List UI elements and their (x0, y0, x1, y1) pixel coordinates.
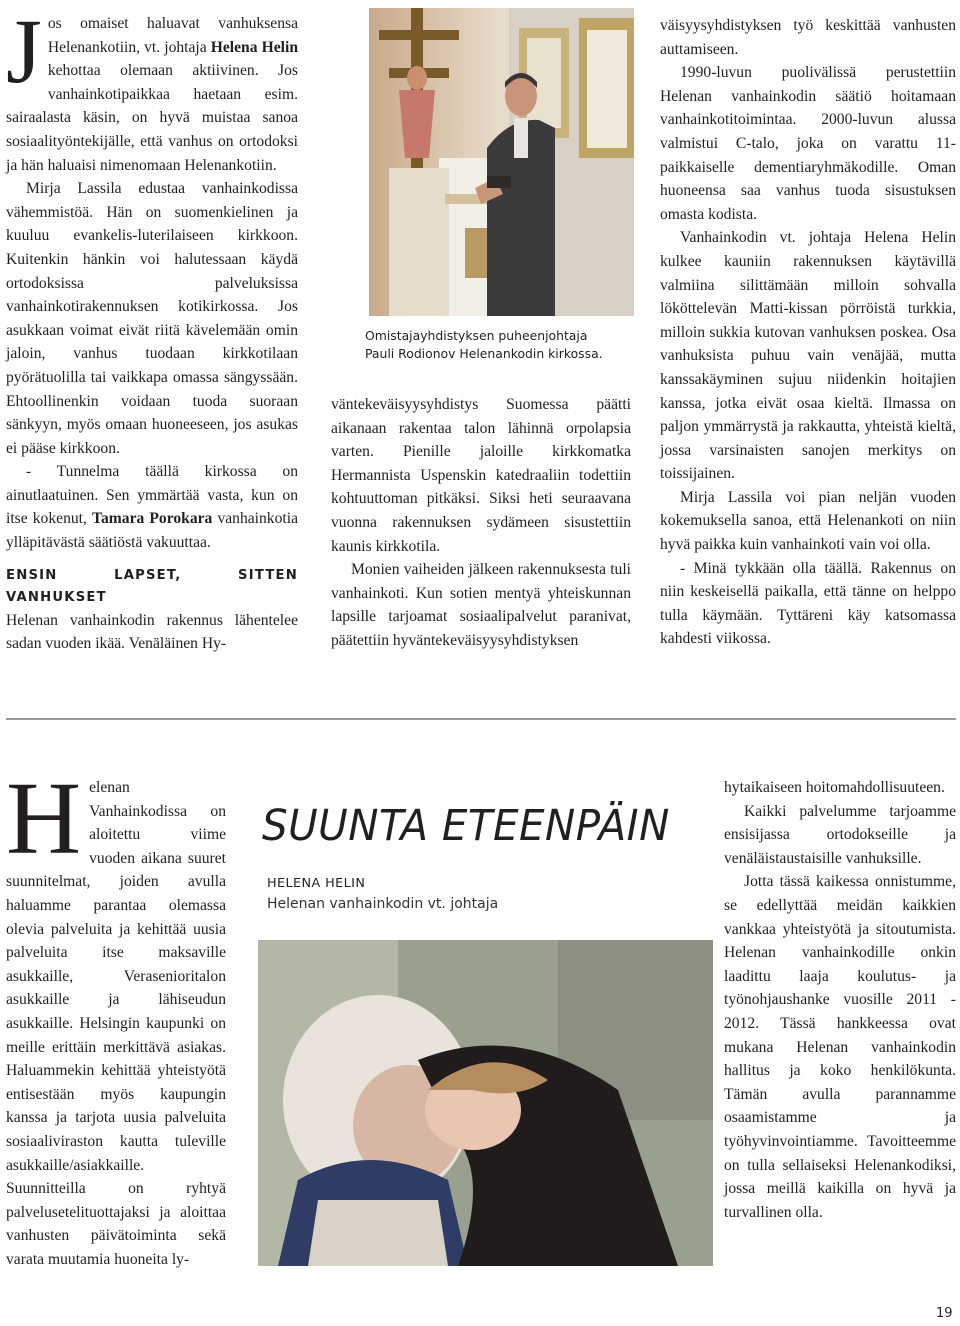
article-column-2 (331, 393, 631, 653)
column-paragraph: hytaikaiseen hoitomahdollisuuteen. (724, 779, 945, 796)
article-paragraph: - Minä tykkään olla täällä. Rakennus on niin keskeisellä paikalla, että tänne on helppo tulla käymään. Tyttäreni käy katsomassa kahdesti viikossa. (660, 559, 956, 648)
name-helena-helin: Helena Helin (210, 38, 298, 56)
article-paragraph: väisyysyhdistyksen työ keskittää vanhusten auttamiseen. (660, 17, 956, 58)
article-paragraph: Monien vaiheiden jälkeen rakennuksesta tuli vanhainkoti. Kun sotien mentyä yhteiskunnan lapsille tarjoamat sosiaalipalvelut paranivat, päätettiin hyväntekeväisyysyhdistyksen (331, 561, 631, 649)
author-name: HELENA HELIN (267, 876, 366, 891)
article-paragraph: väntekeväisyysyhdistys Suomessa päätti aikanaan rakentaa talon lähinnä orpolapsia varten. Pienille jaloille kirkkomatka Hermannista Uspenskin katedraaliin todettiin kohtuuttoman pitkäksi. Siksi heti seuraavana vuonna rakennuksen sydämeen sisustettiin kaunis kirkkotila. (331, 396, 631, 555)
column-paragraph: Jotta tässä kaikessa onnistumme, se edellyttää meidän kaikkien vankkaa yhteistyötä ja sitoutumista. Helenan vanhainkodille onkin laadittu laaja koulutus- ja työnohjaushanke vuosille 2011 - 2012. Tässä hankkeessa ovat mukana Helenan vanhainkodin hallitus ja koko henkilökunta. Tämän avulla parannamme osaamistamme ja työhyvinvointiamme. Tavoitteemme on tulla sellaiseksi Helenankodiksi, jossa meillä kaikilla on hyvä ja turvallinen olla. (724, 873, 956, 1221)
section-divider (6, 718, 956, 720)
article-paragraph: 1990-luvun puolivälissä perustettiin Helenan vanhainkodin säätiö hoitamaan vanhainkotitoimintaa. 2000-luvun alussa valmistui C-talo, joka on varattu 11-paikkaiselle dementiaryhmäkodille. Oman huoneensa saa vanhus tuoda sisustuksen omasta kodista. (660, 64, 956, 223)
section-subheading: ENSIN LAPSET, SITTEN VANHUKSET (6, 567, 298, 605)
column-piece-lead: Helenan Vanhainkodissa on aloitettu viime vuoden aikana suuret suunnitelmat, joiden avulla haluamme parantaa olemassa olevia palveluita ja kehittää uusia palveluita itse maksaville asukkaille, Verasenioritalon asukkaille ja lähiseudun asukkaille. Helsingin kaupunki on meille erittäin merkittävä asiakas. Haluammekin kehittää yhteistyötä entisestään myös kaupungin kanssa ja tarjota uusia palveluita sosiaaliviraston kautta tuleville asukkaille/asiakkaille. Suunnitteilla on ryhtyä palvelusetelituottajaksi ja aloittaa vanhusten päivätoiminta sekä varata muutamia huoneita ly- (6, 761, 226, 1268)
author-role: Helenan vanhainkodin vt. johtaja (267, 896, 499, 912)
drop-cap-h: H (6, 761, 82, 876)
article-paragraph: Mirja Lassila edustaa vanhainkodissa vähemmistöä. Hän on suomenkielinen ja kuuluu evankelis-luterilaiseen kirkkoon. Kuitenkin hänkin voi halutessaan käydä ortodoksissa palveluksissa vanhainkotirakennuksen kotikirkossa. Jos asukkaan voimat eivät riitä kävelemään omin jaloin, vanhus tuodaan kirkkotilaan pyörätuolilla tai vaikkapa omassa sängyssään. Ehtoollinenkin voidaan tuoda suoraan sänkyyn, myös omaan huoneeseen, jos asukas ei pääse kirkkoon. (6, 180, 298, 457)
article-paragraph: Mirja Lassila voi pian neljän vuoden kokemuksella sanoa, että Helenankoti on niin hyvä paikka kuin vanhainkoti vain voi olla. (660, 488, 956, 554)
page-number: 19 (936, 1306, 953, 1321)
column-piece-right (724, 776, 956, 1224)
drop-cap-j: J (6, 0, 42, 102)
hug-photo-illustration (258, 940, 713, 1266)
column-headline: SUUNTA ETEENPÄIN (262, 801, 670, 851)
church-photo-illustration (369, 8, 634, 316)
article-column-3 (660, 14, 956, 651)
church-photo (369, 8, 634, 316)
article-column-1 (6, 0, 298, 656)
hug-photo (258, 940, 713, 1266)
column-piece-left (6, 761, 226, 1271)
photo-caption: Omistajayhdistyksen puheenjohtaja Pauli Rodionov Helenankodin kirkossa. (365, 328, 603, 361)
article-lead-paragraph: Jos omaiset haluavat vanhuksensa Helenankotiin, vt. johtaja Helena Helin kehottaa olemaan aktiivinen. Jos vanhainkotipaikkaa haetaan esim. sairaalasta käsin, on hyvä muistaa sanoa sosiaalityöntekijälle, että vanhus on ortodoksi ja hän haluaisi nimenomaan Helenankotiin. (6, 0, 298, 174)
article-quote-paragraph: - Tunnelma täällä kirkossa on ainutlaatuinen. Sen ymmärtää vasta, kun on itse kokenut, Tamara Porokara vanhainkotia ylläpitävästä säätiöstä vakuuttaa. (6, 463, 298, 552)
article-paragraph: Vanhainkodin vt. johtaja Helena Helin kulkee kauniin rakennuksen käytävillä valmiina silittämään milloin sohvalla lököttelevän Matti-kissan pörröistä turkkia, milloin sukkia kutovan vanhuksen poskea. Osa vanhuksista puhuu vain venäjää, mutta kanssakäyminen sujuu niidenkin hoitajien kanssa, jotka eivät osaa kieltä. Ilmassa on paljon ymmärrystä ja rakkautta, yhteistä kieltä, jossa varsinaisten sanojen merkitys on toissijainen. (660, 229, 956, 483)
name-tamara-porokara: Tamara Porokara (92, 510, 213, 528)
column-paragraph: Kaikki palvelumme tarjoamme ensisijassa ortodokseille ja venäläistaustaisille vanhuksille. (724, 802, 956, 867)
article-paragraph: Helenan vanhainkodin rakennus lähentelee sadan vuoden ikää. Venäläinen Hy- (6, 611, 298, 653)
